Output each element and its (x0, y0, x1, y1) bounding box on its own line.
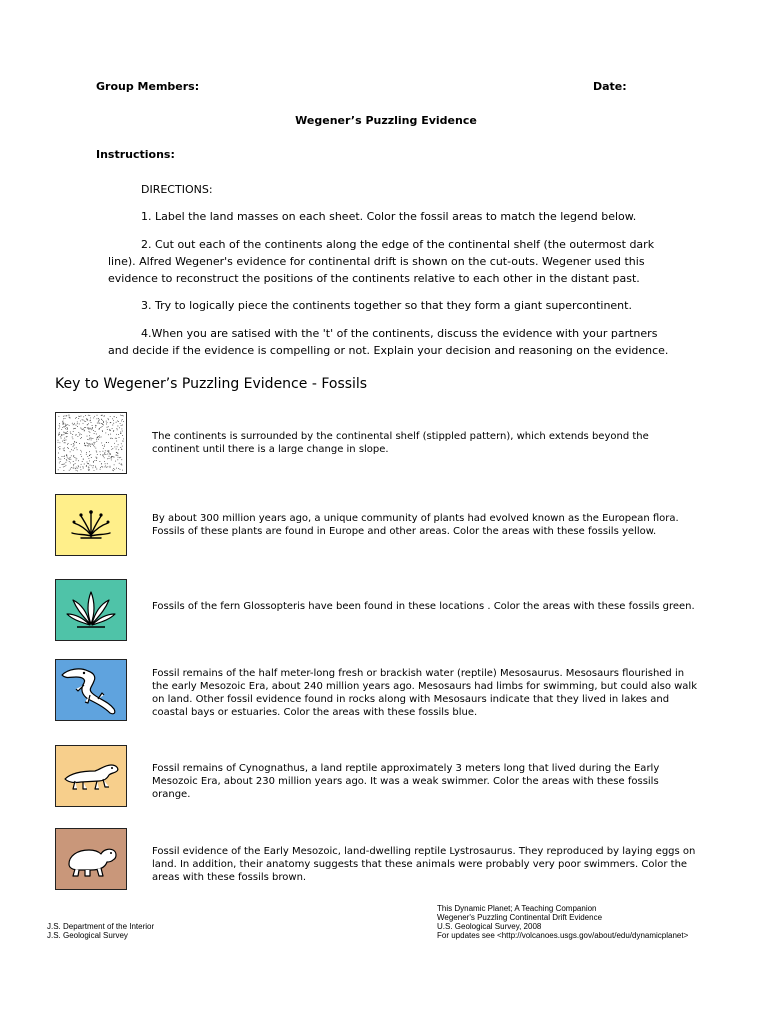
footer-department: J.S. Department of the Interior (47, 922, 155, 931)
glossopteris-fern-icon (63, 588, 119, 632)
direction-step-2-line-2: line). Alfred Wegener's evidence for continental drift is shown on the cut-outs. Wegener used this (108, 255, 645, 268)
key-swatch-stippled (55, 412, 127, 474)
key-description-stippled: The continents is surrounded by the continental shelf (stippled pattern), which extends beyond the continent until there is a large change in slope. (152, 431, 649, 455)
key-description-mesosaurus: Fossil remains of the half meter-long fresh or brackish water (reptile) Mesosaurus. Mesosaurs flourished in the early Mesozoic Era, about 240 million years ago. Mesosaurs had limbs for swimming, but could also walk on land. Other fossil evidence found in rocks along with Mesosaurs indicate that they lived in lakes and coastal bays or estuaries. Color the areas with these fossils blue. (152, 668, 698, 718)
footer-activity-title: Wegener's Puzzling Continental Drift Evidence (437, 913, 603, 922)
cynognathus-icon (59, 751, 123, 801)
key-swatch-mesosaurus (55, 659, 127, 721)
key-description-lystrosaurus: Fossil evidence of the Early Mesozoic, land-dwelling reptile Lystrosaurus. They reproduced by laying eggs on land. In addition, their anatomy suggests that these animals were probably very poor swimmers. Color the areas with these fossils brown. (152, 846, 696, 883)
key-description-cynognathus: Fossil remains of Cynognathus, a land reptile approximately 3 meters long that lived during the Early Mesozoic Era, about 230 million years ago. It was a weak swimmer. Color the areas with these fossils orange. (152, 763, 660, 800)
footer-updates-link[interactable]: For updates see <http://volcanoes.usgs.gov/about/edu/dynamicplanet> (437, 931, 689, 940)
directions-heading: DIRECTIONS: (141, 183, 213, 196)
direction-step-4-line-1: 4.When you are satised with the 't' of the continents, discuss the evidence with your partners (141, 327, 658, 340)
direction-step-1: 1. Label the land masses on each sheet. Color the fossil areas to match the legend below. (141, 210, 637, 223)
group-members-label: Group Members: (96, 80, 200, 93)
footer-left (47, 922, 154, 940)
key-description-glossopteris: Fossils of the fern Glossopteris have been found in these locations . Color the areas with these fossils green. (152, 601, 695, 612)
footer-survey: J.S. Geological Survey (47, 931, 128, 940)
key-description-european-flora: By about 300 million years ago, a unique community of plants had evolved known as the European flora. Fossils of these plants are found in Europe and other areas. Color the areas with these fossils yellow. (152, 513, 679, 537)
mesosaurus-icon (58, 661, 124, 719)
direction-step-2-line-1: 2. Cut out each of the continents along the edge of the continental shelf (the outermost dark (141, 238, 655, 251)
date-label: Date: (593, 80, 627, 93)
european-flora-plant-icon (66, 505, 116, 545)
instructions-heading: Instructions: (96, 148, 175, 161)
key-swatch-lystrosaurus (55, 828, 127, 890)
key-swatch-glossopteris (55, 579, 127, 641)
direction-step-2-line-3: evidence to reconstruct the positions of the continents relative to each other in the distant past. (108, 272, 640, 285)
direction-step-4-line-2: and decide if the evidence is compelling or not. Explain your decision and reasoning on the evidence. (108, 344, 669, 357)
key-title: Key to Wegener’s Puzzling Evidence - Fossils (55, 376, 368, 392)
page-title: Wegener’s Puzzling Evidence (295, 114, 477, 127)
stippled-pattern-icon (57, 414, 125, 472)
footer-right (437, 904, 688, 940)
key-swatch-european-flora (55, 494, 127, 556)
lystrosaurus-icon (61, 834, 121, 884)
direction-step-3: 3. Try to logically piece the continents together so that they form a giant supercontinent. (141, 299, 632, 312)
footer-publisher: U.S. Geological Survey, 2008 (437, 922, 542, 931)
key-swatch-cynognathus (55, 745, 127, 807)
footer-book-title: This Dynamic Planet; A Teaching Companion (437, 904, 597, 913)
